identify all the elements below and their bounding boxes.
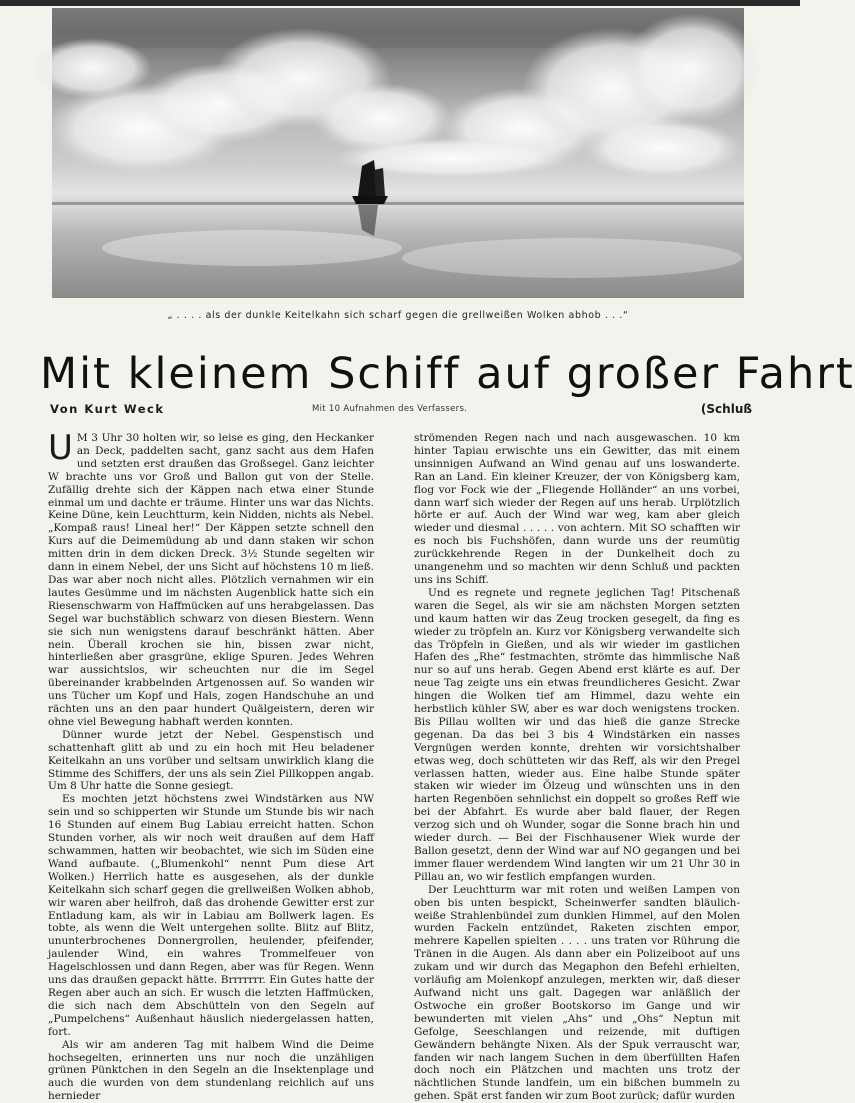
photos-credit: Mit 10 Aufnahmen des Verfassers. — [312, 404, 468, 414]
article-title: Mit kleinem Schiff auf großer Fahrt — [40, 349, 855, 399]
author-byline: Von Kurt Weck — [50, 402, 165, 416]
paragraph: Der Leuchtturm war mit roten und weißen Lampen von oben bis unten bespickt, Scheinwerfer sandten bläulich-weiße Strahlenbündel zum dunklen Himmel, auf den Molen wurden Fackeln entzündet, Raketen zischten empor, mehrere Kapellen spielten . . . . uns traten vor Rührung die Tränen in die Augen. Als dann aber ein Polizeiboot auf uns zukam und wir durch das Megaphon den Befehl erhielten, vorläufig am Molenkopf anzulegen, merkten wir, daß dieser Aufwand nicht uns galt. Dagegen war anläßlich der Ostwoche ein großer Bootskorso im Gange und wir bewunderten mit vielen „Ahs“ und „Ohs“ Neptun mit Gefolge, Seeschlangen und reizende, mit duftigen Gewändern behängte Nixen. Als der Spuk verrauscht war, fanden wir nach langem Suchen in dem überfüllten Hafen doch noch ein Plätzchen und machten uns trotz der nächtlichen Stunde landfein, um ein bißchen bummeln zu gehen. Spät erst fanden wir zum Boot zurück; dafür wurden — [414, 883, 740, 1103]
paragraph-text: M 3 Uhr 30 holten wir, so leise es ging, den Heckanker an Deck, paddelten sacht, ganz sacht aus dem Hafen und setzten erst draußen das Großsegel. Ganz leichter W brachte uns vor Groß und Ballon gut von der Stelle. Zufällig drehte sich der Käppen nach etwa einer Stunde einmal um und dachte er träume. Hinter uns war das Nichts. Keine Düne, kein Leuchtturm, kein Nidden, nichts als Nebel. „Kompaß raus! Lineal her!“ Der Käppen setzte schnell den Kurs auf die Deimemüdung ab und dann staken wir schon mitten drin in dem dicken Dreck. 3½ Stunde segelten wir dann in einem Nebel, der uns Sicht auf höchstens 10 m ließ. Das war aber noch nicht alles. Plötzlich vernahmen wir ein lautes Gesümme und im nächsten Augenblick hatte sich ein Riesenschwarm von Haffmücken auf uns herabgelassen. Das Segel war buchstäblich schwarz von diesen Biestern. Wenn sie sich nun wenigstens darauf beschränkt hätten. Aber nein. Überall krochen sie hin, bissen zwar nicht, hinterließen aber grasgrüne, eklige Spuren. Jedes Wehren war aussichtslos, wir scheuchten nur die im Segel übereinander krabbelnden Artgenossen auf. So wanden wir uns Tücher um Kopf und Hals, zogen Handschuhe an und rächten uns an den paar hundert Quälgeistern, deren wir ohne viel Bewegung habhaft werden konnten. — [48, 432, 374, 728]
drop-cap: U — [48, 428, 73, 468]
byline-row — [50, 402, 752, 424]
paragraph: Als wir am anderen Tag mit halbem Wind die Deime hochsegelten, erinnerten uns nur noch die unzähligen grünen Pünktchen in den Segeln an die Insektenplage und auch die wurden von dem stundenlang reichlich auf uns hernieder — [48, 1038, 374, 1103]
paragraph: Es mochten jetzt höchstens zwei Windstärken aus NW sein und so schipperten wir Stunde um Stunde bis wir nach 16 Stunden auf einem Bug Labiau erreicht hatten. Schon Stunden vorher, als wir noch weit draußen auf dem Haff schwammen, hatten wir beobachtet, wie sich im Süden eine Wand aufbaute. („Blumenkohl“ nennt Pum diese Art Wolken.) Herrlich hatte es ausgesehen, als der dunkle Keitelkahn sich scharf gegen die grellweißen Wolken abhob, wir waren aber heilfroh, daß das drohende Gewitter erst zur Entladung kam, als wir in Labiau am Bollwerk lagen. Es tobte, als wenn die Welt untergehen sollte. Blitz auf Blitz, ununterbrochenes Donnergrollen, heulender, pfeifender, jaulender Wind, ein wahres Trommelfeuer von Hagelschlossen und dann Regen, aber was für Regen. Wenn uns das draußen gepackt hätte. Brrrrrrr. Ein Gutes hatte der Regen aber auch an sich. Er wusch die letzten Haffmücken, die sich nach dem Abschütteln von den Segeln auf „Pumpelchens“ Außenhaut häuslich niedergelassen hatten, fort. — [48, 793, 374, 1038]
page-top-edge — [0, 0, 800, 6]
text-column-left — [48, 428, 375, 1103]
photo-caption: „ . . . . als der dunkle Keitelkahn sich scharf gegen die grellweißen Wolken abhob . . .“ — [167, 310, 629, 321]
paragraph — [48, 428, 374, 729]
paragraph: Und es regnete und regnete jeglichen Tag! Pitschenaß waren die Segel, als wir sie am nächsten Morgen setzten und kaum hatten wir das Zeug trocken gesegelt, da fing es wieder zu tröpfeln an. Kurz vor Königsberg verwandelte sich das Tröpfeln in Gießen, und als wir wieder im gastlichen Hafen des „Rhe“ festmachten, strömte das himmlische Naß nur so auf uns herab. Gegen Abend erst klärte es auf. Der neue Tag zeigte uns ein etwas freundlicheres Gesicht. Zwar hingen die Wolken tief am Himmel, dazu wehte ein herbstlich kühler SW, aber es war doch wenigstens trocken. Bis Pillau wollten wir und das hieß die ganze Strecke gegenan. Da das bei 3 bis 4 Windstärken ein nasses Vergnügen werden konnte, drehten wir vorsichtshalber etwas weg, doch schütteten wir das Reff, als wir den Pregel verlassen hatten, wieder aus. Eine halbe Stunde später staken wir wieder im Ölzeug und wünschten uns in den harten Regenböen sehnlichst ein doppelt so großes Reff wie bei der Abfahrt. Es wurde aber bald flauer, der Regen verzog sich und oh Wunder, sogar die Sonne brach hin und wieder durch. — Bei der Fischhausener Wiek wurde der Ballon gesetzt, denn der Wind war auf NO gegangen und bei immer flauer werdendem Wind langten wir um 21 Uhr 30 in Pillau an, wo wir festlich empfangen wurden. — [414, 586, 740, 883]
photo-illustration — [52, 8, 744, 298]
paragraph: Dünner wurde jetzt der Nebel. Gespenstisch und schattenhaft glitt ab und zu ein hoch mit Heu beladener Keitelkahn an uns vorüber und seltsam unwirklich klang die Stimme des Schiffers, der uns als sein Ziel Pillkoppen angab. Um 8 Uhr hatte die Sonne gesiegt. — [48, 728, 375, 793]
paragraph: strömenden Regen nach und nach ausgewaschen. 10 km hinter Tapiau erwischte uns ein Gewitter, das mit einem unsinnigen Aufwand an Wind genau auf uns loswanderte. Ran an Land. Ein kleiner Kreuzer, der von Königsberg kam, flog vor Fock wie der „Fliegende Holländer“ an uns vorbei, dann warf sich wieder der Regen auf uns herab. Urplötzlich hörte er auf. Auch der Wind war weg, kam aber gleich wieder und diesmal . . . . . von achtern. Mit SO schafften wir es noch bis Fuchshöfen, dann wurde uns der reumütig zurückkehrende Regen in der Dunkelheit doch zu unangenehm und so machten wir denn Schluß und packten uns ins Schiff. — [414, 432, 740, 586]
text-column-right — [414, 432, 740, 1103]
sailing-boat-photo — [52, 8, 744, 298]
continuation-note: (Schluß — [700, 402, 752, 416]
